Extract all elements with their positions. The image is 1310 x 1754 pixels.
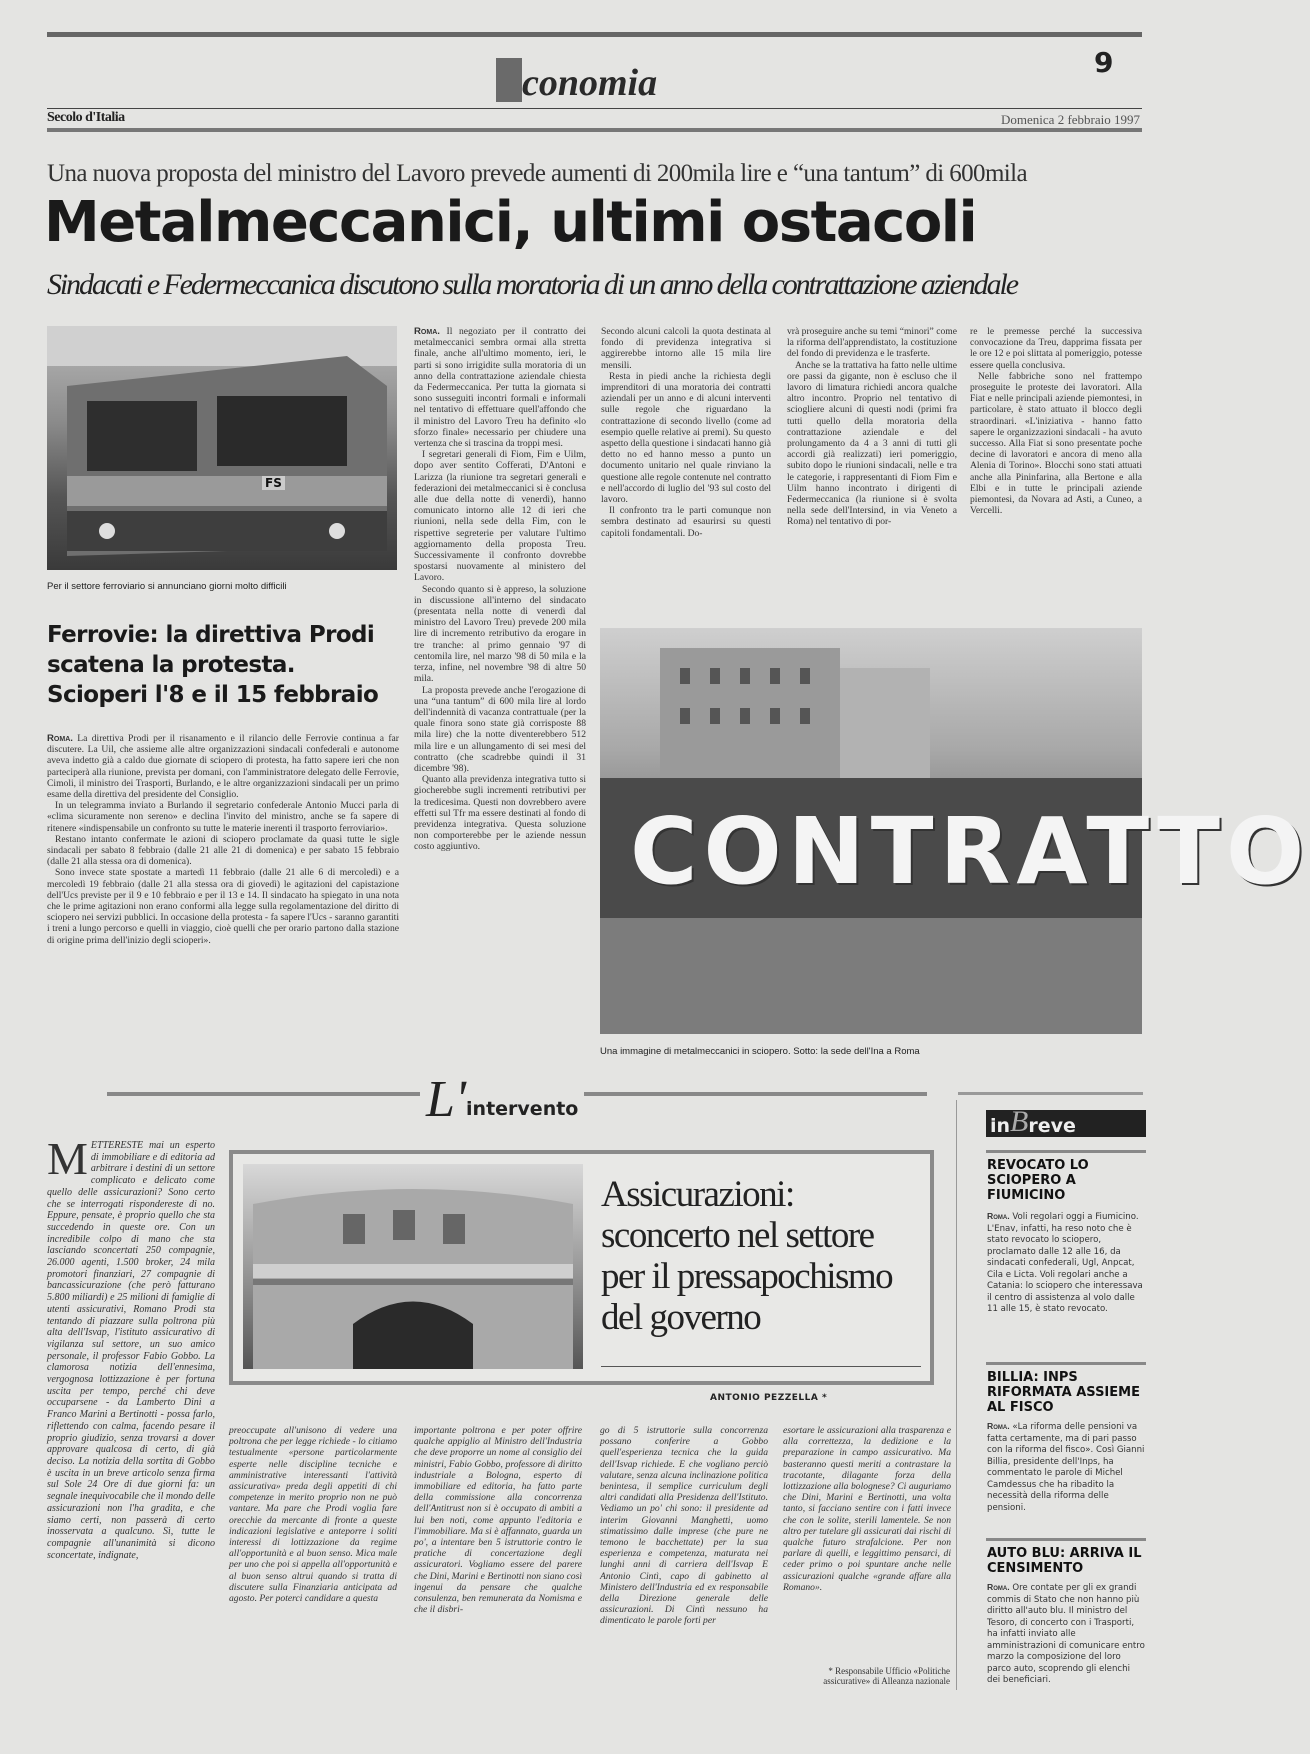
ferrovie-body [47,733,399,1058]
breve-rule [986,1150,1146,1153]
breve-item [987,1370,1145,1514]
breve-item [987,1546,1145,1690]
paragraph: preoccupate all'unisono di vedere una poltrona che per legge richiede - lo citiamo testualmente «persone particolarmente esperte nelle discipline tecniche e amministrative interessanti l'attività assicurativa» preda degli appetiti di chi competenze in merito proprio non ne può vantare. Ma pare che Prodi voglia fare orecchie da mercante di fronte a queste indicazioni legislative e anteporre i soliti interessi di lottizzazione da regime all'opportunità e al buon senso. Mica male per uno che poi si appella all'opportunità e al buon senso altrui quando si tratta di discutere sulla Finanziaria anticipata ad agosto. Per poterci candidare a questa [229,1425,397,1605]
paper-name: Secolo d'Italia [47,110,125,125]
page-number: 9 [1094,46,1114,79]
breve-body: Ore contate per gli ex grandi commis di Stato che non hanno più diritto all'auto blu. Il ministro del Tesoro, di concerto con i Trasporti, ha infatti inviato alle amministrazioni di comunicare entro marzo la composizione del loro parco auto, scoprendo gli elenchi dei beneficiari. [987,1583,1145,1685]
author: ANTONIO PEZZELLA * [710,1393,828,1403]
breve-label-initial: B [1010,1105,1029,1138]
protest-caption: Una immagine di metalmeccanici in sciopero. Sotto: la sede dell'Ina a Roma [600,1046,920,1057]
paragraph: Secondo quanto si è appreso, la soluzione in discussione all'interno del sindacato (presentata nella notte di venerdì dal ministro del Lavoro Treu) prevede 200 mila lire di incremento retributivo da erogare in tre tranche: al primo gennaio '97 di centomila lire, nel marzo '98 di 50 mila e la terza, infine, nel novembre '98 di altre 50 mila. [414,583,586,685]
breve-title: REVOCATO LO SCIOPERO A FIUMICINO [987,1158,1089,1203]
breve-label-rest: reve [1028,1115,1076,1137]
lead-column-2 [601,326,771,608]
section-initial [496,58,522,102]
paragraph: Nelle fabbriche sono nel frattempo proseguite le proteste dei lavoratori. Alla Fiat e nelle principali aziende piemontesi, in particolare, è stato attuato il blocco degli straordinari. «L'iniziativa - hanno fatto sapere le organizzazioni sindacali - ha avuto successo. Alla Fiat si sono presentate poche decine di lavoratori e ancora di meno alla Alenia di Torino». Blocchi sono stati attuati anche alla Pininfarina, alla Bertone e alla Elbi e in tutte le principali aziende piemontesi, da Novara ad Asti, a Cuneo, a Vercelli. [970,370,1142,517]
intervento-initial: L' [426,1071,467,1128]
lead-headline: Metalmeccanici, ultimi ostacoli [44,190,977,255]
dropcap: M [47,1133,88,1184]
paragraph: Restano intanto confermate le azioni di sciopero proclamate da quasi tutte le sigle sindacali per sabato 8 febbraio (dalle 21 alle 21 di domenica) e per sabato 15 febbraio (dalle 21 alla stessa ora di domenica). [47,833,399,868]
lead-subhead: Sindacati e Federmeccanica discutono sulla moratoria di un anno della contrattazione aziendale [47,268,1017,301]
paragraph: La direttiva Prodi per il risanamento e il rilancio delle Ferrovie continua a far discutere. La Uil, che assieme alle altre organizzazioni sindacali confederali e autonome aveva indetto già a caldo due giornate di sciopero di protesta, ha fatto sapere ieri che non parteciperà alla riunione, prevista per domani, con l'amministratore delegato delle Ferrovie, Cimoli, il ministro dei Trasporti, Burlando, e le altre organizzazioni sindacali per un primo esame della direttiva del presidente del Consiglio. [47,733,399,801]
top-rule [47,32,1142,37]
intervento-section-title [420,1071,584,1128]
lead-column-4 [970,326,1142,608]
train-caption: Per il settore ferroviario si annunciano giorni molto difficili [47,581,287,592]
intervento-column-2 [414,1425,582,1688]
intervento-feature-box [229,1150,934,1385]
lead-column-1 [414,326,586,1058]
paragraph: Secondo alcuni calcoli la quota destinata al fondo di previdenza integrativa si aggirerebbe intorno alle 15 mila lire mensili. [601,326,771,371]
breve-item [987,1158,1145,1316]
breve-top-rule [958,1092,1143,1095]
title-rule [601,1366,921,1367]
paragraph: La proposta prevede anche l'erogazione di una “una tantum” di 600 mila lire al lordo dell'indennità di vacanza contrattuale (per la quale finora sono state già corrisposte 88 mila lire) che la notte diventerebbero 512 mila lire e un allungamento di sei mesi del contratto (che scadrebbe quindi il 31 dicembre '98). [414,684,586,774]
lead-kicker: Una nuova proposta del ministro del Lavoro prevede aumenti di 200mila lire e “una tantum” di 600mila [47,160,1027,187]
paragraph: esortare le assicurazioni alla trasparenza e alla correttezza, la dedizione e la preparazione in campo assicurativo. Ma basteranno questi meriti a contrastare la tracotante, dilagante forza della lottizzazione alla bolognese? Ci auguriamo che Dini, Marini e Bertinotti, una volta tanto, si facciano sentire con i fatti invece che con le solite, sterili lamentele. Se non altro per tutelare gli assicurati dai rischi di qualche futuro strafalcione. Per non parlare di quelli, e leggittimo pensarci, di ceder primo o poi spuntare anche nelle assicurazioni qualche «grande affare alla Romano». [783,1425,951,1593]
paragraph: I segretari generali di Fiom, Fim e Uilm, dopo aver sentito Cofferati, D'Antoni e Larizza (la riunione tra segretari generali e federazioni dei metalmeccanici si è conclusa alle due della notte di venerdì), hanno comunicato intorno alle 12 di ieri che riunioni, nella sede della Fim, con le rispettive segreterie per valutare l'ultimo aggiornamento della proposta Treu. Successivamente il confronto dovrebbe spostarsi nuovamente al ministero del Lavoro. [414,449,586,584]
breve-body: «La riforma delle pensioni va fatta certamente, ma di pari passo con la riforma del fisco». Così Gianni Billia, presidente dell'Inps, ha commentato le parole di Michel Camdessus che ha ribadito la necessità della riforma delle pensioni. [987,1422,1145,1513]
intervento-name: intervento [466,1098,579,1120]
paragraph: go di 5 istruttorie sulla concorrenza possano conferire a Gobbo quell'esperienza tecnica che la guida dell'Isvap richiede. E che vogliano perciò valutare, senza alcuna inclinazione politica benintesa, il semplice curriculum degli altri candidati alla Presidenza dell'Istituto. Vediamo un po' chi sono: il presidente ad interim Giovanni Manghetti, uomo stimatissimo dalle imprese (che pure ne temono le bacchettate) per la sua esperienza e competenza, maturata nei lunghi anni di carriera dell'Isvap E Antonio Cintì, capo di gabinetto al Ministero dell'Industria ed ex responsabile della Direzione generale delle assicurazioni. Di Cintì nessuno ha dimenticato le parole forti per [600,1425,768,1627]
breve-title: AUTO BLU: ARRIVA IL CENSIMENTO [987,1546,1142,1576]
dateline: Roma. [414,326,440,337]
breve-label-in: in [990,1115,1011,1137]
breve-label [986,1105,1146,1138]
breve-title: BILLIA: INPS RIFORMATA ASSIEME AL FISCO [987,1370,1140,1415]
intervento-column-3 [600,1425,768,1688]
ina-building-photo [243,1164,583,1369]
paragraph: Il confronto tra le parti comunque non sembra destinato ad esaurirsi su questi capitoli fondamentali. Do- [601,505,771,539]
dateline: Roma. [47,733,73,744]
intervento-title: Assicurazioni: sconcerto nel settore per il pressapochismo del governo [601,1174,893,1338]
breve-rule [986,1538,1146,1541]
paragraph: Quanto alla previdenza integrativa tutto si giocherebbe sugli incrementi retributivi per la tredicesima. Questi non dovrebbero avere effetti sul Tfr ma essere destinati al fondo di previdenza integrativa. Questa soluzione non comporterebbe per le aziende nessun costo aggiuntivo. [414,774,586,853]
paragraph: In un telegramma inviato a Burlando il segretario confederale Antonio Mucci parla di «clima sicuramente non sereno» e declina l'invito del ministro, anche se fa sapere di ritenere «indispensabile un confronto su tutte le materie inerenti il trasporto ferroviario». [47,800,399,834]
intervento-column-1 [229,1425,397,1688]
section-name: conomia [522,62,658,104]
intervento-column-4 [783,1425,951,1665]
paragraph: Anche se la trattativa ha fatto nelle ultime ore passi da gigante, non è escluso che il lavoro di limatura richiedi ancora qualche altro incontro. Proprio nel tentativo di sciogliere alcuni di questi nodi (primi fra tutti quello della moratoria della contrattazione aziendale e del prolungamento da 4 a 3 anni di tutti gli accordi già realizzati) ieri pomeriggio, subito dopo le riunioni sindacali, nelle e tra le categorie, i rappresentanti di Fiom Fim e Uilm hanno incontrato i dirigenti di Federmeccanica (la riunione si è svolta nella sede dell'Intersind, in via Veneto a Roma) nel tentativo di por- [787,359,957,528]
dateline: Roma. [987,1421,1010,1431]
masthead-rule-bottom [47,128,1142,132]
author-footnote: * Responsabile Ufficio «Politiche assicurative» di Alleanza nazionale [823,1666,950,1686]
paragraph: Il negoziato per il contratto dei metalmeccanici sembra ormai alla stretta finale, anche all'ultimo momento, ieri, le parti si sono irrigidite sulla moratoria di un anno della contrattazione aziendale chiesta da Federmeccanica. Per tutta la giornata si sono susseguiti incontri formali e informali nel tentativo di effettuare quell'affondo che il ministro del Lavoro Treu ha definito «lo sforzo finale» necessario per chiudere una vertenza che si trascina da troppi mesi. [414,326,587,450]
paragraph: Resta in piedi anche la richiesta degli imprenditori di una moratoria dei contratti aziendali per un anno e di alcuni interventi sulle regole che riguardano la contrattazione di secondo livello (come ad esempio quelle relative ai premi). Su questo aspetto della questione i sindacati hanno già detto no ed hanno messo a punto un documento unitario nel quale rinviano la questione alle regole contenute nel contratto e nell'accordo di luglio del '93 sul costo del lavoro. [601,370,771,506]
ferrovie-headline: Ferrovie: la direttiva Prodi scatena la protesta. Scioperi l'8 e il 15 febbraio [47,622,379,708]
issue-date: Domenica 2 febbraio 1997 [1001,112,1140,127]
train-plate: FS [262,476,285,490]
paragraph: Sono invece state spostate a martedì 11 febbraio (dalle 21 alle 6 di mercoledì) e a mercoledì 19 febbraio (dalle 21 alla stessa ora di giovedì) le agitazioni del capistazione dell'Ucs previste per il 9 e 10 febbraio e per il 13 e 14. Il sindacato ha spiegato in una nota che le prime agitazioni non erano conformi alla legge sulla regolamentazione del diritto di sciopero nei servizi pubblici. In occasione della protesta - fa sapere l'Ucs - saranno garantiti i treni a lungo percorso e quelli in viaggio, cioè quelli che per orario partono dalla stazione di origine prima dell'inizio degli scioperi». [47,867,399,946]
breve-body: Voli regolari oggi a Fiumicino. L'Enav, infatti, ha reso noto che è stato revocato lo sciopero, proclamato dalle 12 alle 16, da sindacati confederali, Ugl, Anpcat, Cila e Licta. Voli regolari anche a Catania: lo sciopero che interessava il centro di assistenza al volo dalle 11 alle 15, è stato revocato. [987,1212,1143,1314]
intervento-column-0 [47,1133,216,1688]
masthead-rule [47,108,1142,109]
paragraph: vrà proseguire anche su temi “minori” come la riforma dell'apprendistato, la costituzione del fondo di previdenza e le trasferte. [787,326,957,360]
protest-banner: CONTRATTO [630,798,1310,905]
dateline: Roma. [987,1211,1010,1221]
section-title [496,50,657,102]
paragraph: mai un esperto di immobiliare e di editoria ad arbitrare i destini di un settore complicato e delicato come quello delle assicurazioni? Sono certo che se interrogati rispondereste di no. Eppure, pensate, è proprio quello che sta succedendo in queste ore. Con un incredibile colpo di mano che sta lasciando sconcertati 250 compagnie, 26.000 agenti, 1.500 broker, 24 mila promotori finanziari, 27 compagnie di bancassicurazione (che però fatturano 5.800 miliardi) e 25 milioni di famiglie di utenti assicurativi, Romano Prodi sta tentando di piazzare sulla poltrona più alta dell'Isvap, l'istituto assicurativo di vigilanza sul settore, un suo amico personale, il professor Fabio Gobbo. La clamorosa notizia dell'ennesima, vergognosa lottizzazione è per fortuna uscita per tempo, perché chi deve occuparsene - da Lamberto Dini a Franco Marini a Bertinotti - possa farlo, riflettendo con calma, facendo pesare il proprio giudizio, senza trovarsi a dover approvare qualcosa di certo, di già deciso. La notizia della sortita di Gobbo è uscita in un breve articolo senza firma sul Sole 24 Ore di due giorni fa: un segnale inequivocabile che il mondo delle assicurazioni non l'ha gradita, e che siamo certi, non passerà di certo inosservata a qualcuno. Sì, tutte le compagnie all'unanimità si dicono sconcertate, indignate, [47,1140,216,1561]
train-photo [47,326,397,570]
protest-photo [600,628,1310,1034]
dateline: Roma. [987,1582,1010,1592]
breve-rule [986,1362,1146,1365]
lead-word: ETTERESTE [90,1140,144,1151]
breve-divider [956,1100,957,1690]
lead-column-3 [787,326,957,608]
paragraph: importante poltrona e per poter offrire qualche appiglio al Ministro dell'Industria che deve proporre un nome al consiglio dei ministri, Fabio Gobbo, professore di diritto industriale a Bologna, esperto di immobiliare ed editoria, ha fatto parte della commissione alla concorrenza dell'Antitrust non si è occupato di ambiti a lui ben noti, come appunto l'editoria e l'immobiliare. Ma si è affannato, guarda un po', a intentare ben 5 istruttorie contro le pratiche di concertazione degli assicuratori. Vogliamo essere del parere che Dini, Marini e Bertinotti non siano così ingenui da pensare che qualche consulenza, ben remunerata da Nomisma e che il disbri- [414,1425,582,1616]
paragraph: re le premesse perché la successiva convocazione da Treu, dapprima fissata per le ore 12 e poi slittata al pomeriggio, potesse essere quella conclusiva. [970,326,1142,371]
